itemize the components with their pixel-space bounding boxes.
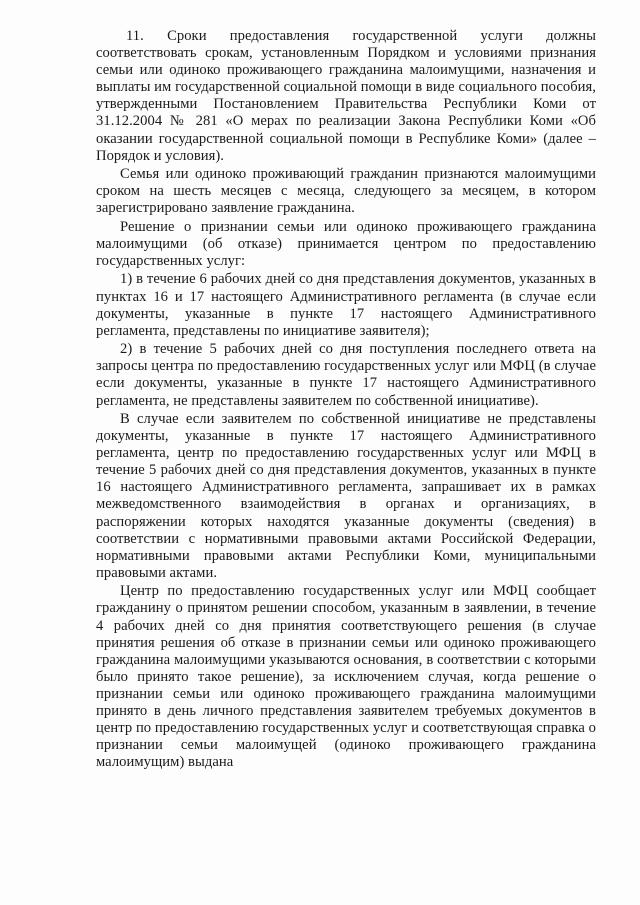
paragraph-term-2: 2) в течение 5 рабочих дней со дня поступления последнего ответа на запросы центра по предоставлению государственных услуг или МФЦ (в случае если документы, указанные в пункте 17 настоящего Административного регламента, не представлены заявителем по собственной инициативе). — [96, 341, 596, 409]
paragraph-item-11-deadlines: 11. Сроки предоставления государственной услуги должны соответствовать срокам, установленным Порядком и условиями признания семьи или одиноко проживающего гражданина малоимущими, назначения и выплаты им государственной социальной помощи в виде социального пособия, утвержденными Постановлением Правительства Республики Коми от 31.12.2004 № 281 «О мерах по реализации Закона Республики Коми «Об оказании государственной социальной помощи в Республике Коми» (далее – Порядок и условия). — [96, 28, 596, 164]
paragraph-recognition-period: Семья или одиноко проживающий гражданин признаются малоимущими сроком на шесть месяцев с месяца, следующего за месяцем, в котором зарегистрировано заявление гражданина. — [96, 166, 596, 217]
paragraph-decision-authority: Решение о признании семьи или одиноко проживающего гражданина малоимущими (об отказе) принимается центром по предоставлению государственных услуг: — [96, 218, 596, 269]
paragraph-interagency-request: В случае если заявителем по собственной инициативе не представлены документы, указанные в пункте 17 настоящего Административного регламента, центр по предоставлению государственных услуг или МФЦ в течение 5 рабочих дней со дня представления документов, указанных в пункте 16 настоящего Административного регламента, запрашивает их в рамках межведомственного взаимодействия в органах и организациях, в распоряжении которых находятся указанные документы (сведения) в соответствии с нормативными правовыми актами Российской Федерации, нормативными правовыми актами Республики Коми, муниципальными правовыми актами. — [96, 411, 596, 581]
paragraph-notification: Центр по предоставлению государственных услуг или МФЦ сообщает гражданину о принятом решении способом, указанным в заявлении, в течение 4 рабочих дней со дня принятия соответствующего решения (в случае принятия решения об отказе в признании семьи или одиноко проживающего гражданина малоимущими указываются основания, в соответствии с которыми было принято такое решение), за исключением случая, когда решение о признании семьи или одиноко проживающего гражданина малоимущими принято в день личного представления заявителем требуемых документов в центр по предоставлению государственных услуг и соответствующая справка о признании семьи малоимущей (одиноко проживающего гражданина малоимущим) выдана — [96, 583, 596, 771]
paragraph-term-1: 1) в течение 6 рабочих дней со дня представления документов, указанных в пунктах 16 и 17 настоящего Административного регламента (в случае если документы, указанные в пункте 17 настоящего Административного регламента, представлены по инициативе заявителя); — [96, 271, 596, 339]
